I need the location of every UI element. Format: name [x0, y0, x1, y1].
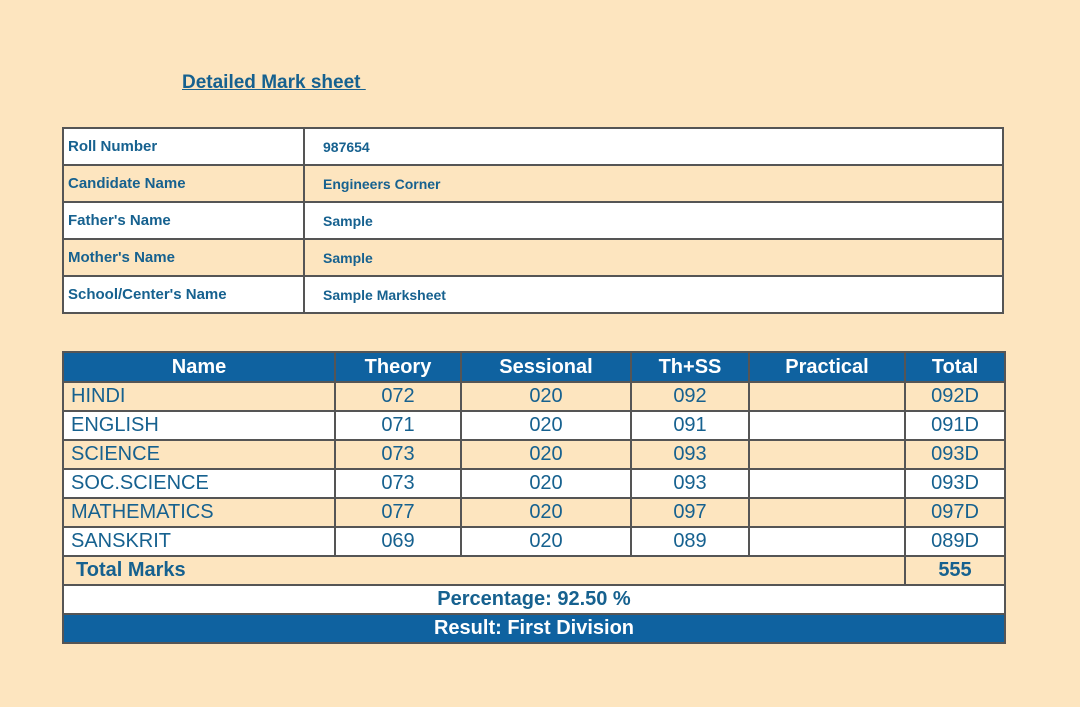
- column-header-practical: Practical: [749, 352, 905, 382]
- total-cell: 093D: [905, 440, 1005, 469]
- total-cell: 093D: [905, 469, 1005, 498]
- info-label: Father's Name: [63, 202, 304, 239]
- practical-cell: [749, 498, 905, 527]
- sessional-cell: 020: [461, 469, 631, 498]
- sessional-cell: 020: [461, 411, 631, 440]
- info-row-fathers-name: [63, 202, 1003, 239]
- sessional-cell: 020: [461, 440, 631, 469]
- subject-cell: HINDI: [63, 382, 335, 411]
- marks-header-row: [63, 352, 1005, 382]
- result-row: [63, 614, 1005, 643]
- info-value: 987654: [304, 128, 1003, 165]
- info-value: Engineers Corner: [304, 165, 1003, 202]
- practical-cell: [749, 527, 905, 556]
- sessional-cell: 020: [461, 498, 631, 527]
- total-cell: 092D: [905, 382, 1005, 411]
- info-label: Candidate Name: [63, 165, 304, 202]
- subject-cell: SANSKRIT: [63, 527, 335, 556]
- theory-cell: 071: [335, 411, 461, 440]
- info-row-candidate-name: [63, 165, 1003, 202]
- practical-cell: [749, 382, 905, 411]
- percentage-text: Percentage: 92.50 %: [63, 585, 1005, 614]
- table-row: [63, 498, 1005, 527]
- practical-cell: [749, 469, 905, 498]
- marks-table: [62, 351, 1006, 644]
- column-header-total: Total: [905, 352, 1005, 382]
- info-row-mothers-name: [63, 239, 1003, 276]
- info-label: School/Center's Name: [63, 276, 304, 313]
- result-text: Result: First Division: [63, 614, 1005, 643]
- page-title: Detailed Mark sheet: [182, 72, 366, 93]
- subject-cell: SOC.SCIENCE: [63, 469, 335, 498]
- info-value: Sample: [304, 202, 1003, 239]
- sessional-cell: 020: [461, 382, 631, 411]
- thss-cell: 092: [631, 382, 749, 411]
- table-row: [63, 411, 1005, 440]
- table-row: [63, 382, 1005, 411]
- subject-cell: MATHEMATICS: [63, 498, 335, 527]
- table-row: [63, 527, 1005, 556]
- thss-cell: 089: [631, 527, 749, 556]
- column-header-thss: Th+SS: [631, 352, 749, 382]
- total-cell: 089D: [905, 527, 1005, 556]
- candidate-info-table: [62, 127, 1004, 314]
- theory-cell: 072: [335, 382, 461, 411]
- info-value: Sample: [304, 239, 1003, 276]
- thss-cell: 091: [631, 411, 749, 440]
- total-marks-label: Total Marks: [63, 556, 905, 585]
- info-row-roll-number: [63, 128, 1003, 165]
- total-cell: 091D: [905, 411, 1005, 440]
- practical-cell: [749, 440, 905, 469]
- total-marks-row: [63, 556, 1005, 585]
- theory-cell: 077: [335, 498, 461, 527]
- theory-cell: 069: [335, 527, 461, 556]
- total-cell: 097D: [905, 498, 1005, 527]
- percentage-row: [63, 585, 1005, 614]
- info-label: Mother's Name: [63, 239, 304, 276]
- thss-cell: 097: [631, 498, 749, 527]
- column-header-theory: Theory: [335, 352, 461, 382]
- column-header-sessional: Sessional: [461, 352, 631, 382]
- table-row: [63, 440, 1005, 469]
- info-row-school-name: [63, 276, 1003, 313]
- thss-cell: 093: [631, 469, 749, 498]
- table-row: [63, 469, 1005, 498]
- subject-cell: ENGLISH: [63, 411, 335, 440]
- info-value: Sample Marksheet: [304, 276, 1003, 313]
- thss-cell: 093: [631, 440, 749, 469]
- theory-cell: 073: [335, 440, 461, 469]
- sessional-cell: 020: [461, 527, 631, 556]
- subject-cell: SCIENCE: [63, 440, 335, 469]
- info-label: Roll Number: [63, 128, 304, 165]
- theory-cell: 073: [335, 469, 461, 498]
- total-marks-value: 555: [905, 556, 1005, 585]
- practical-cell: [749, 411, 905, 440]
- column-header-name: Name: [63, 352, 335, 382]
